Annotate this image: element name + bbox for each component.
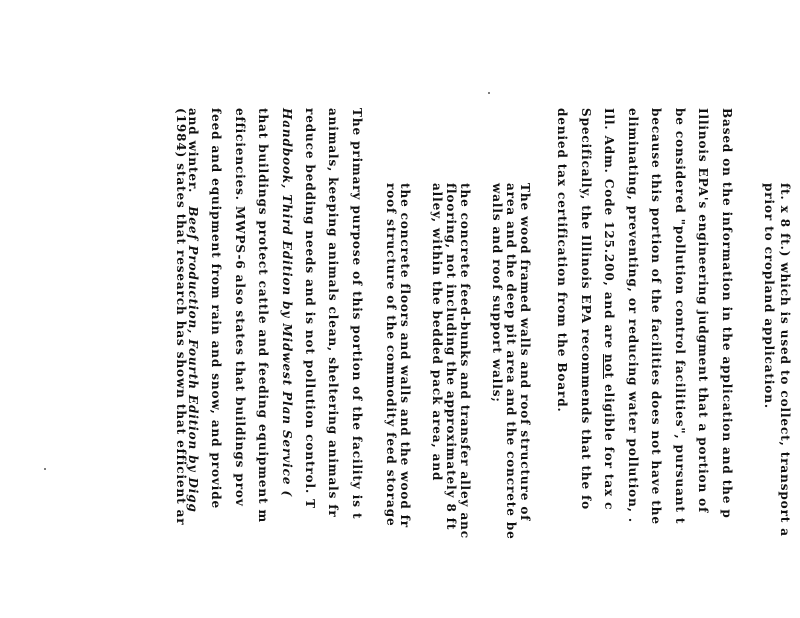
text-line: that buildings protect cattle and feeding equipment m	[256, 108, 270, 524]
text-line: (1984) states that research has shown that efficient ar	[174, 108, 188, 526]
text-line: the concrete feed-bunks and transfer alley anc	[458, 183, 472, 539]
text-line: animals, keeping animals clean, sheltering animals fr	[326, 108, 340, 518]
text-line: Specifically, the Illinois EPA recommends that the fo	[579, 108, 593, 511]
text-line: Illinois EPA's engineering judgment that a portion of	[696, 108, 710, 514]
text-line: denied tax certification from the Board.	[555, 108, 569, 413]
text-segment: Ill. Adm. Code 125.200, and are	[602, 108, 616, 349]
text-line: be considered "pollution control facilities", pursuant t	[673, 108, 687, 525]
text-segment: eligible for tax c	[602, 384, 616, 511]
text-line: the concrete floors and walls and the wood fr	[398, 183, 412, 528]
scan-speck	[488, 92, 490, 94]
text-line: ft. x 8 ft.) which is used to collect, transport a	[778, 183, 792, 537]
text-line: efficiencies. MWPS-6 also states that buildings prov	[233, 108, 247, 507]
text-line: area and the deep pit area and the concrete be	[504, 183, 518, 540]
text-line: The wood framed walls and roof structure of	[518, 183, 532, 522]
text-line	[602, 108, 616, 510]
text-segment: and winter.	[186, 108, 200, 194]
text-line: because this portion of the facilities does not have the	[649, 108, 663, 525]
emphasis-not: not	[602, 354, 616, 379]
text-line: walls and roof support walls;	[490, 183, 504, 403]
text-line: roof structure of the commodity feed storage	[384, 183, 398, 527]
text-line: flooring, not including the approximately 8 ft	[444, 183, 458, 531]
text-line: reduce bedding needs and is not pollution control. T	[303, 108, 317, 509]
text-line: alley, within the bedded pack area, and	[430, 183, 444, 482]
text-segment: Beef Production, Fourth Edition by Digg	[186, 206, 200, 513]
text-line: eliminating, preventing, or reducing water pollution, .	[626, 108, 640, 523]
text-line: The primary purpose of this portion of the facility is t	[350, 108, 364, 520]
text-line: Handbook, Third Edition by Midwest Plan Service (	[280, 108, 294, 498]
text-line: prior to cropland application.	[762, 183, 776, 409]
text-line: Based on the information in the application and the p	[720, 108, 734, 519]
text-line	[186, 108, 200, 513]
scan-speck	[44, 468, 46, 470]
text-line: feed and equipment from rain and snow, and provide	[209, 108, 223, 510]
